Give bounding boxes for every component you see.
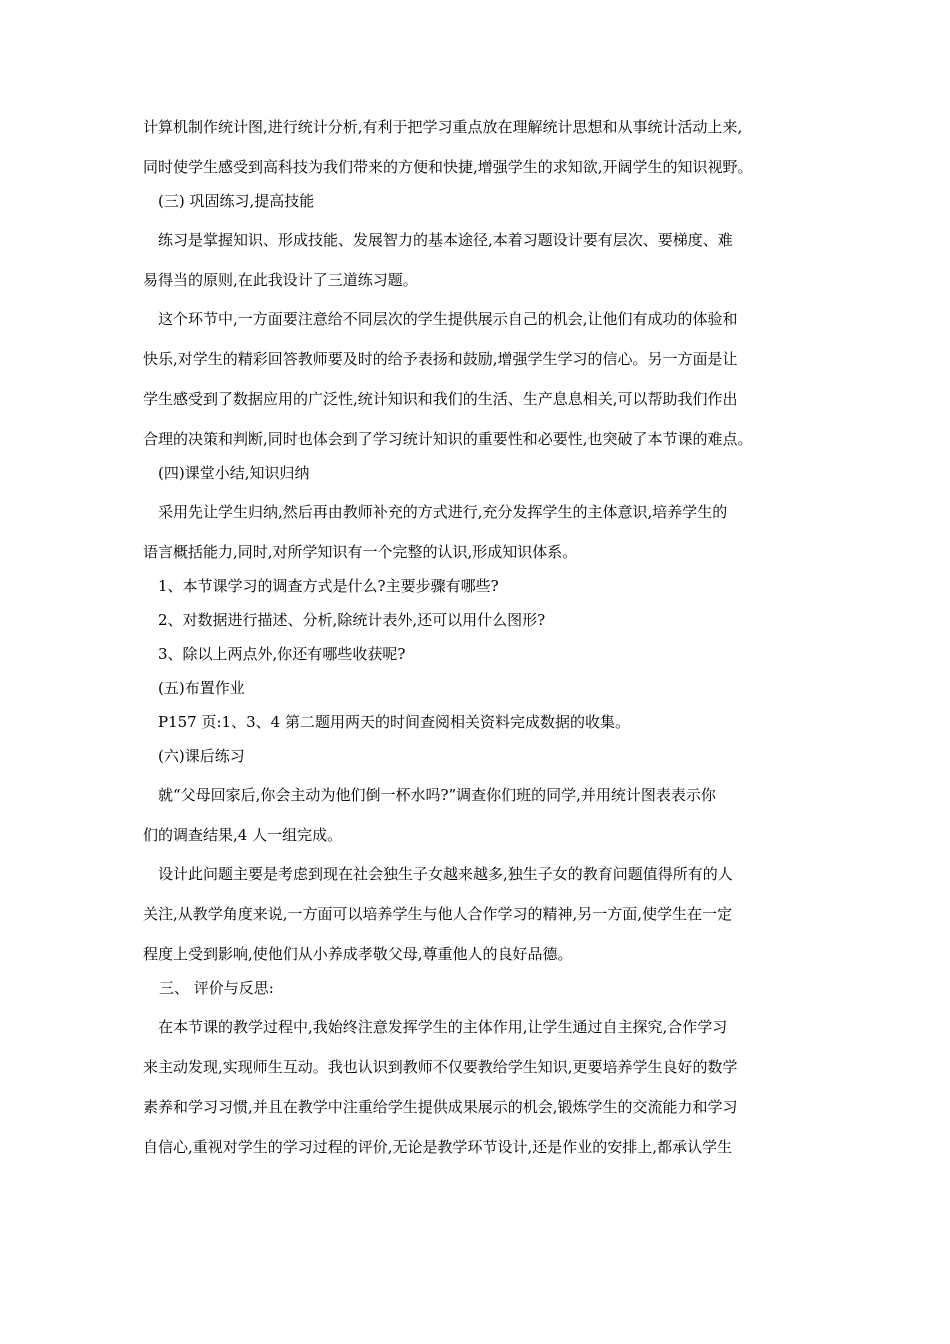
text-line: 这个环节中,一方面要注意给不同层次的学生提供展示自己的机会,让他们有成功的体验和 (158, 310, 738, 328)
section-heading: (五)布置作业 (158, 679, 245, 697)
text-line: 程度上受到影响,使他们从小养成孝敬父母,尊重他人的良好品德。 (143, 945, 573, 963)
text-line: 们的调查结果,4 人一组完成。 (143, 826, 343, 844)
text-line: 快乐,对学生的精彩回答教师要及时的给予表扬和鼓励,增强学生学习的信心。另一方面是让 (143, 350, 738, 368)
text-line: 练习是掌握知识、形成技能、发展智力的基本途径,本着习题设计要有层次、要梯度、难 (158, 231, 733, 249)
section-heading: 三、 评价与反思: (159, 979, 274, 997)
text-line: 关注,从教学角度来说,一方面可以培养学生与他人合作学习的精神,另一方面,使学生在一定 (143, 905, 733, 923)
list-item: 2、对数据进行描述、分析,除统计表外,还可以用什么图形? (158, 611, 546, 629)
section-heading: (六)课后练习 (158, 747, 245, 765)
document-page (143, 117, 815, 1157)
text-line: 在本节课的教学过程中,我始终注意发挥学生的主体作用,让学生通过自主探究,合作学习 (158, 1018, 728, 1036)
text-line: 学生感受到了数据应用的广泛性,统计知识和我们的生活、生产息息相关,可以帮助我们作出 (143, 390, 738, 408)
text-line: 设计此问题主要是考虑到现在社会独生子女越来越多,独生子女的教育问题值得所有的人 (158, 865, 733, 883)
list-item: 3、除以上两点外,你还有哪些收获呢? (158, 645, 406, 663)
list-item: 1、本节课学习的调查方式是什么?主要步骤有哪些? (158, 577, 499, 595)
text-line: 来主动发现,实现师生互动。我也认识到教师不仅要教给学生知识,更要培养学生良好的数学 (143, 1058, 738, 1076)
text-line: 素养和学习习惯,并且在教学中注重给学生提供成果展示的机会,锻炼学生的交流能力和学习 (143, 1098, 738, 1116)
text-line: P157 页:1、3、4 第二题用两天的时间查阅相关资料完成数据的收集。 (158, 713, 630, 731)
text-line: 合理的决策和判断,同时也体会到了学习统计知识的重要性和必要性,也突破了本节课的难点。 (143, 430, 753, 448)
text-line: 计算机制作统计图,进行统计分析,有利于把学习重点放在理解统计思想和从事统计活动上来, (143, 118, 743, 136)
text-line: 语言概括能力,同时,对所学知识有一个完整的认识,形成知识体系。 (143, 543, 578, 561)
section-heading: (三) 巩固练习,提高技能 (158, 192, 315, 210)
text-line: 就“父母回家后,你会主动为他们倒一杯水吗?”调查你们班的同学,并用统计图表表示你 (158, 786, 716, 804)
text-line: 采用先让学生归纳,然后再由教师补充的方式进行,充分发挥学生的主体意识,培养学生的 (158, 503, 728, 521)
section-heading: (四)课堂小结,知识归纳 (158, 464, 310, 482)
text-line: 自信心,重视对学生的学习过程的评价,无论是教学环节设计,还是作业的安排上,都承认学生 (143, 1138, 733, 1156)
text-line: 同时使学生感受到高科技为我们带来的方便和快捷,增强学生的求知欲,开阔学生的知识视野。 (143, 158, 753, 176)
text-line: 易得当的原则,在此我设计了三道练习题。 (143, 271, 418, 289)
